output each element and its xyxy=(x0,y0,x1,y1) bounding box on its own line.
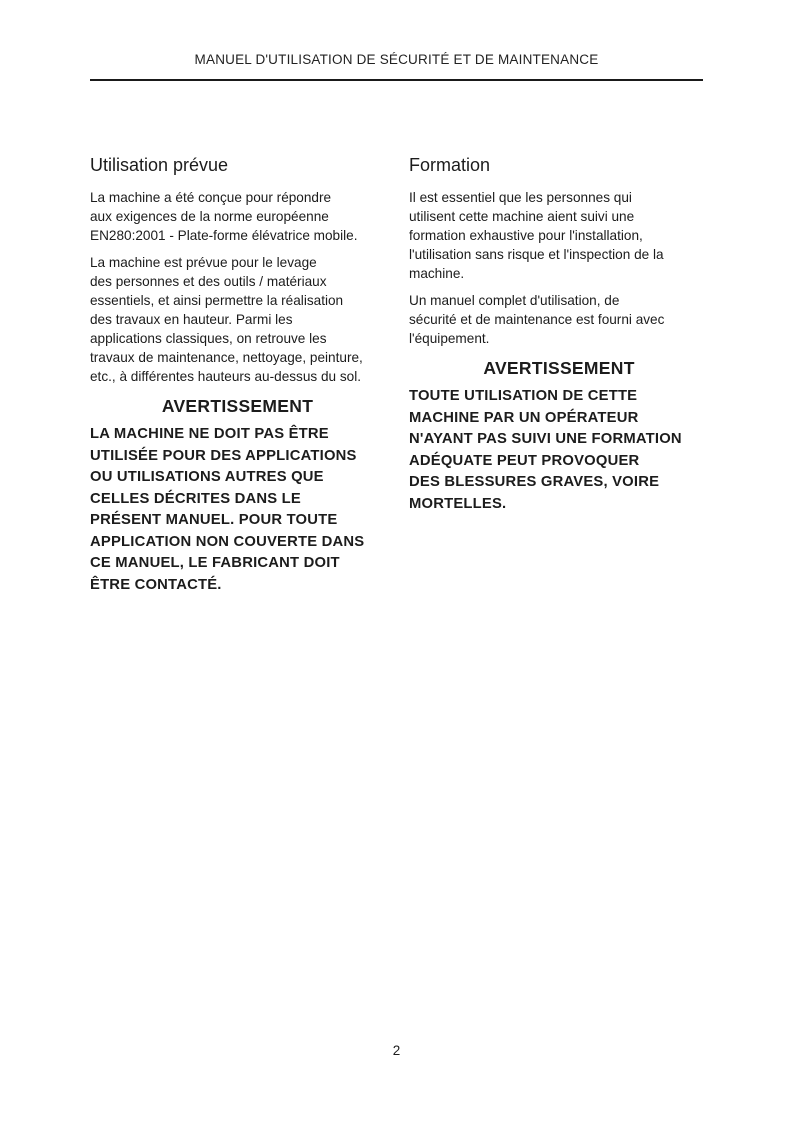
text-line: Un manuel complet d'utilisation, de xyxy=(409,293,620,308)
text-line: essentiels, et ainsi permettre la réalisation xyxy=(90,293,344,308)
text-line: EN280:2001 - Plate-forme élévatrice mobile. xyxy=(90,228,358,243)
warning-line: ÊTRE CONTACTÉ. xyxy=(90,576,222,593)
text-line: etc., à différentes hauteurs au-dessus du sol. xyxy=(90,369,362,384)
warning-line: MACHINE PAR UN OPÉRATEUR xyxy=(409,409,639,426)
text-line: sécurité et de maintenance est fourni avec xyxy=(409,312,665,327)
training-heading: Formation xyxy=(409,155,491,175)
intended-use-paragraph-2 xyxy=(90,253,385,386)
warning-line: N'AYANT PAS SUIVI UNE FORMATION xyxy=(409,431,682,447)
warning-line: PRÉSENT MANUEL. POUR TOUTE xyxy=(90,512,338,528)
text-line: Il est essentiel que les personnes qui xyxy=(409,190,632,205)
text-line: aux exigences de la norme européenne xyxy=(90,209,329,224)
warning-heading: AVERTISSEMENT xyxy=(483,358,635,378)
warning-text xyxy=(409,386,709,515)
warning-line: LA MACHINE NE DOIT PAS ÊTRE xyxy=(90,426,329,442)
warning-line: ADÉQUATE PEUT PROVOQUER xyxy=(409,452,640,469)
header-divider xyxy=(90,79,703,81)
left-column xyxy=(90,152,385,596)
warning-line: CE MANUEL, LE FABRICANT DOIT xyxy=(90,555,340,571)
text-line: applications classiques, on retrouve les xyxy=(90,331,327,346)
text-line: l'utilisation sans risque et l'inspection de la xyxy=(409,247,664,262)
training-paragraph-2 xyxy=(409,291,709,348)
text-line: travaux de maintenance, nettoyage, peinture, xyxy=(90,350,363,365)
warning-text xyxy=(90,424,385,596)
warning-line: DES BLESSURES GRAVES, VOIRE xyxy=(409,474,660,490)
text-line: l'équipement. xyxy=(409,331,490,346)
warning-line: OU UTILISATIONS AUTRES QUE xyxy=(90,469,324,485)
running-header: MANUEL D'UTILISATION DE SÉCURITÉ ET DE MAINTENANCE xyxy=(194,52,599,67)
text-line: des travaux en hauteur. Parmi les xyxy=(90,312,293,327)
warning-line: MORTELLES. xyxy=(409,495,507,512)
warning-line: UTILISÉE POUR DES APPLICATIONS xyxy=(90,447,357,464)
text-line: La machine a été conçue pour répondre xyxy=(90,190,332,205)
training-paragraph-1 xyxy=(409,188,709,283)
warning-line: TOUTE UTILISATION DE CETTE xyxy=(409,388,638,404)
text-line: La machine est prévue pour le levage xyxy=(90,255,317,270)
intended-use-paragraph-1 xyxy=(90,188,385,245)
warning-line: APPLICATION NON COUVERTE DANS xyxy=(90,533,365,550)
text-line: utilisent cette machine aient suivi une xyxy=(409,209,635,224)
text-line: des personnes et des outils / matériaux xyxy=(90,274,327,289)
intended-use-heading: Utilisation prévue xyxy=(90,155,229,175)
warning-heading: AVERTISSEMENT xyxy=(161,396,314,416)
text-line: machine. xyxy=(409,266,465,281)
text-line: formation exhaustive pour l'installation, xyxy=(409,228,643,243)
right-column xyxy=(409,152,709,515)
warning-line: CELLES DÉCRITES DANS LE xyxy=(90,490,301,507)
page-number: 2 xyxy=(392,1043,401,1058)
